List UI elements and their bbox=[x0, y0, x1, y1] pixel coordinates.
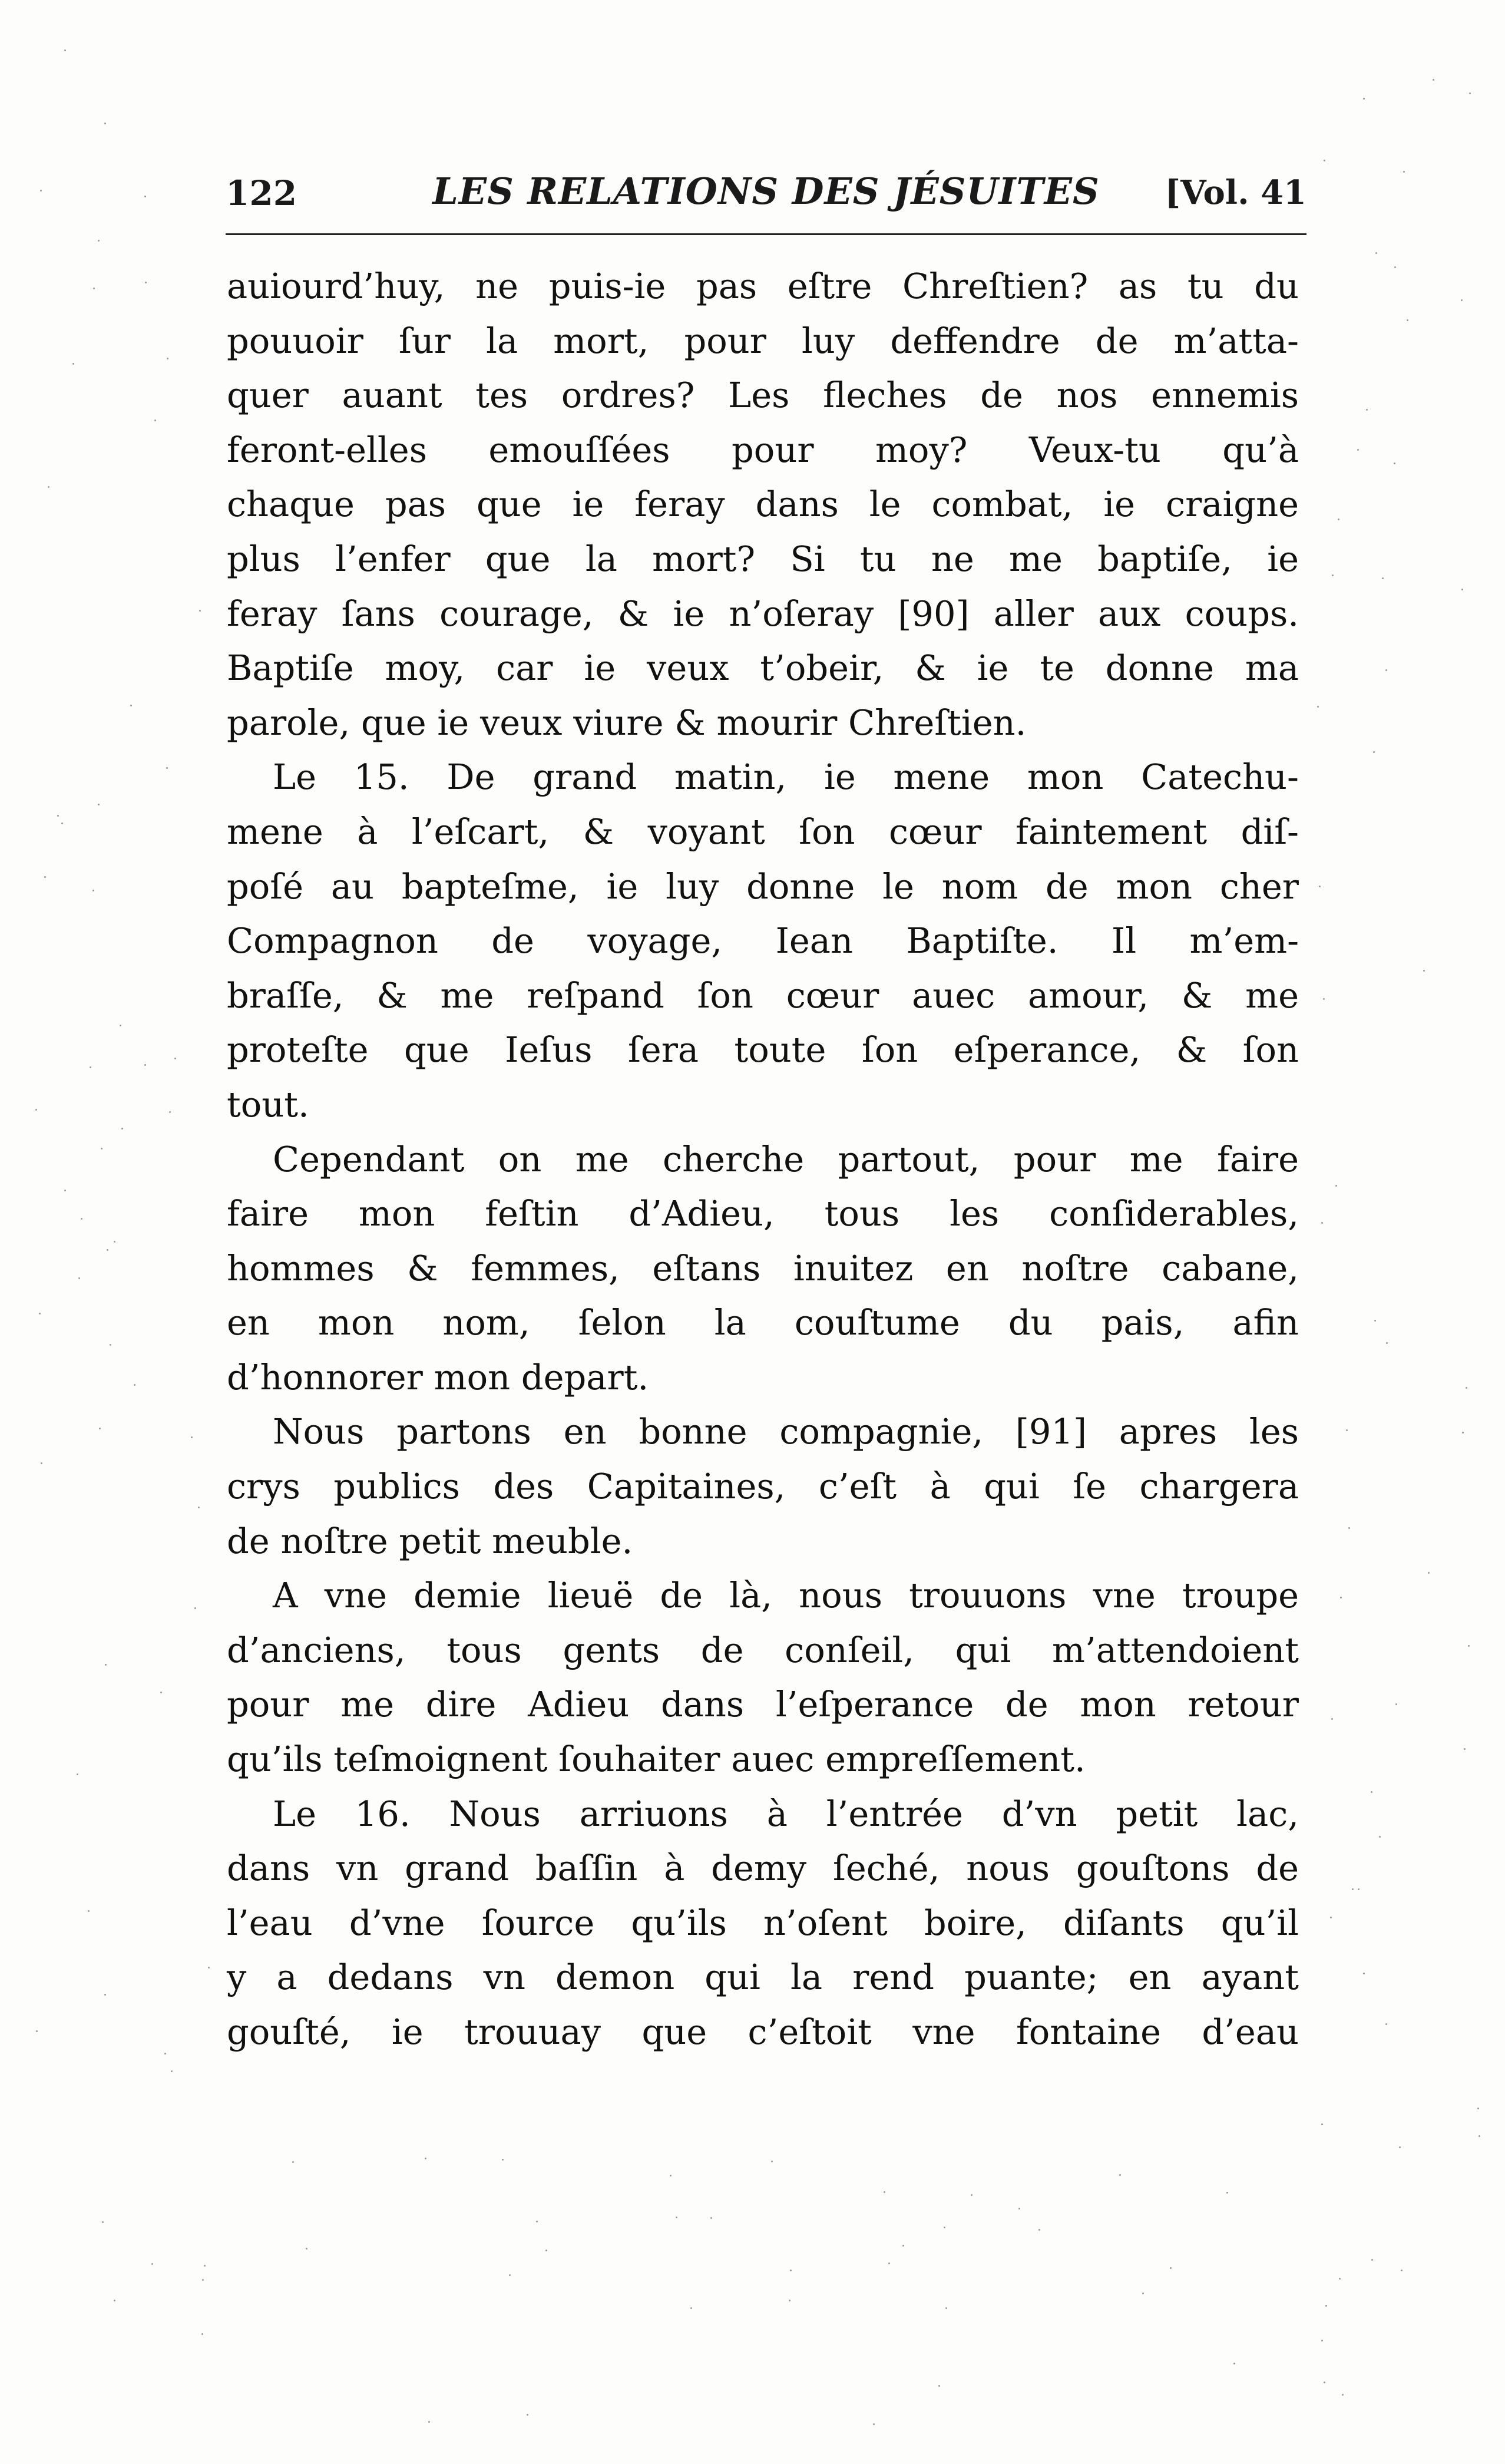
text-line: dans vn grand baſſin à demy ſeché, nous gouſtons de bbox=[227, 1848, 1299, 1889]
speckle bbox=[873, 2423, 875, 2425]
speckle bbox=[130, 705, 132, 706]
speckle bbox=[536, 2221, 538, 2222]
speckle bbox=[1346, 1429, 1348, 1431]
speckle bbox=[1433, 79, 1434, 81]
speckle bbox=[1401, 2270, 1403, 2271]
speckle bbox=[1461, 589, 1463, 590]
text-line: quer auant tes ordres? Les fleches de nos ennemis bbox=[227, 375, 1299, 416]
speckle bbox=[1363, 98, 1365, 100]
text-line: l’eau d’vne ſource qu’ils n’oſent boire, diſants qu’il bbox=[227, 1902, 1299, 1943]
speckle bbox=[1469, 93, 1471, 94]
speckle bbox=[428, 2421, 430, 2423]
text-line: gouſté, ie trouuay que c’eſtoit vne fontaine d’eau bbox=[227, 2012, 1299, 2052]
page-header bbox=[226, 170, 1306, 217]
speckle bbox=[1363, 1973, 1365, 1974]
speckle bbox=[884, 2191, 885, 2193]
speckle bbox=[154, 420, 156, 421]
speckle bbox=[198, 1507, 200, 1508]
speckle bbox=[944, 2227, 945, 2228]
speckle bbox=[105, 1664, 107, 1666]
text-line: d’anciens, tous gents de conſeil, qui m’attendoient bbox=[227, 1629, 1299, 1670]
text-line: mene à l’eſcart, & voyant ſon cœur faintement diſ- bbox=[227, 811, 1299, 852]
speckle bbox=[1462, 1432, 1464, 1434]
speckle bbox=[1385, 669, 1387, 671]
text-line: y a dedans vn demon qui la rend puante; en ayant bbox=[227, 1957, 1299, 1998]
speckle bbox=[101, 1148, 102, 1150]
speckle bbox=[104, 1994, 106, 1996]
speckle bbox=[35, 1109, 37, 1111]
speckle bbox=[945, 2307, 947, 2309]
speckle bbox=[1170, 2267, 1172, 2269]
speckle bbox=[44, 876, 46, 878]
text-line: faire mon feſtin d’Adieu, tous les conſiderables, bbox=[227, 1193, 1299, 1234]
speckle bbox=[1371, 2259, 1373, 2261]
text-line: qu’ils teſmoignent ſouhaiter auec empreſſement. bbox=[227, 1739, 1086, 1780]
speckle bbox=[1373, 751, 1375, 753]
speckle bbox=[1386, 1342, 1388, 1344]
text-line: crys publics des Capitaines, c’eſt à qui ſe chargera bbox=[227, 1466, 1299, 1507]
speckle bbox=[144, 1064, 146, 1066]
speckle bbox=[88, 1910, 90, 1912]
speckle bbox=[121, 1128, 123, 1129]
speckle bbox=[1395, 1703, 1397, 1705]
speckle bbox=[78, 1277, 80, 1279]
speckle bbox=[1385, 2023, 1387, 2025]
text-line: feront-elles emouſſées pour moy? Veux-tu qu’à bbox=[227, 429, 1299, 470]
speckle bbox=[1394, 266, 1396, 268]
speckle bbox=[48, 486, 49, 488]
speckle bbox=[1324, 2382, 1325, 2383]
speckle bbox=[1340, 1597, 1342, 1598]
text-line: Baptiſe moy, car ie veux t’obeir, & ie te donne ma bbox=[227, 648, 1299, 689]
text-line: d’honnorer mon depart. bbox=[227, 1356, 649, 1398]
speckle bbox=[425, 2158, 426, 2159]
speckle bbox=[1321, 2123, 1323, 2125]
speckle bbox=[120, 1025, 121, 1026]
speckle bbox=[191, 1436, 193, 1438]
body-text bbox=[227, 259, 1299, 2060]
text-line: Le 15. De grand matin, ie mene mon Catechu- bbox=[273, 757, 1299, 798]
speckle bbox=[92, 890, 94, 891]
speckle bbox=[90, 1066, 91, 1068]
speckle bbox=[1317, 706, 1319, 708]
running-title: LES RELATIONS DES JÉSUITES bbox=[432, 170, 1100, 213]
speckle bbox=[1330, 1917, 1332, 1918]
speckle bbox=[1407, 319, 1408, 321]
speckle bbox=[144, 196, 146, 197]
speckle bbox=[690, 2307, 692, 2309]
speckle bbox=[502, 2159, 504, 2161]
speckle bbox=[1423, 970, 1425, 972]
speckle bbox=[1357, 449, 1359, 451]
speckle bbox=[1379, 1836, 1381, 1838]
text-line: proteſte que Ieſus ſera toute ſon eſperance, & ſon bbox=[227, 1029, 1299, 1071]
text-line: hommes & femmes, eſtans inuitez en noſtre cabane, bbox=[227, 1247, 1299, 1289]
speckle bbox=[1358, 1888, 1360, 1890]
speckle bbox=[114, 1241, 115, 1243]
speckle bbox=[1478, 2135, 1480, 2137]
speckle bbox=[160, 1692, 162, 1693]
speckle bbox=[199, 610, 201, 612]
speckle bbox=[1375, 252, 1377, 254]
speckle bbox=[1348, 1527, 1350, 1529]
speckle bbox=[1324, 160, 1325, 161]
speckle bbox=[1403, 171, 1405, 173]
speckle bbox=[1319, 886, 1321, 887]
speckle bbox=[1339, 2278, 1341, 2280]
speckle bbox=[166, 767, 168, 769]
speckle bbox=[1226, 2192, 1228, 2194]
speckle bbox=[151, 2263, 153, 2265]
speckle bbox=[676, 2217, 677, 2218]
speckle bbox=[771, 2161, 773, 2162]
speckle bbox=[1464, 1748, 1466, 1750]
speckle bbox=[1468, 1645, 1470, 1647]
text-line: auiourd’huy, ne puis-ie pas eſtre Chreſtien? as tu du bbox=[227, 266, 1299, 306]
speckle bbox=[509, 2274, 511, 2276]
speckle bbox=[204, 2265, 206, 2267]
speckle bbox=[164, 2053, 166, 2055]
text-line: en mon nom, ſelon la couſtume du pais, afin bbox=[227, 1302, 1299, 1343]
speckle bbox=[938, 2385, 940, 2387]
text-line: Le 16. Nous arriuons à l’entrée d’vn petit lac, bbox=[273, 1793, 1299, 1834]
speckle bbox=[1338, 518, 1339, 520]
speckle bbox=[1428, 1572, 1430, 1574]
speckle bbox=[208, 1967, 210, 1968]
speckle bbox=[888, 2262, 890, 2264]
speckle bbox=[527, 2414, 528, 2416]
speckle bbox=[202, 2279, 204, 2281]
speckle bbox=[1321, 1222, 1323, 1224]
speckle bbox=[194, 1607, 196, 1609]
speckle bbox=[57, 815, 59, 817]
speckle bbox=[1399, 2146, 1401, 2148]
speckle bbox=[40, 190, 42, 191]
speckle bbox=[114, 2300, 115, 2301]
speckle bbox=[64, 49, 66, 51]
speckle bbox=[77, 1773, 78, 1775]
speckle bbox=[545, 2250, 547, 2251]
speckle bbox=[1466, 1387, 1467, 1389]
speckle bbox=[39, 1313, 41, 1314]
text-line: parole, que ie veux viure & mourir Chreſtien. bbox=[227, 702, 1027, 743]
speckle bbox=[41, 1462, 42, 1464]
text-line: A vne demie lieuë de là, nous trouuons vne troupe bbox=[273, 1575, 1299, 1616]
text-line: pouuoir ſur la mort, pour luy deffendre de m’atta- bbox=[227, 320, 1299, 361]
speckle bbox=[1142, 2293, 1144, 2294]
text-line: tout. bbox=[227, 1084, 309, 1125]
speckle bbox=[93, 288, 95, 289]
page-number: 122 bbox=[226, 173, 297, 213]
speckle bbox=[1461, 299, 1463, 301]
speckle bbox=[98, 240, 100, 242]
text-line: feray ſans courage, & ie n’oſeray [90] aller aux coups. bbox=[227, 593, 1299, 634]
speckle bbox=[1371, 1791, 1372, 1793]
speckle bbox=[174, 1058, 176, 1059]
text-line: Cependant on me cherche partout, pour me faire bbox=[273, 1138, 1299, 1180]
text-line: Compagnon de voyage, Iean Baptiſte. Il m’em- bbox=[227, 920, 1299, 962]
speckle bbox=[1325, 2305, 1327, 2307]
speckle bbox=[789, 2300, 790, 2301]
speckle bbox=[61, 823, 63, 824]
speckle bbox=[1477, 2108, 1479, 2109]
text-line: chaque pas que ie feray dans le combat, ie craigne bbox=[227, 484, 1299, 525]
speckle bbox=[99, 1428, 101, 1429]
speckle bbox=[1119, 2174, 1121, 2176]
speckle bbox=[64, 1190, 66, 1191]
speckle bbox=[902, 2245, 904, 2247]
text-line: pour me dire Adieu dans l’eſperance de mon retour bbox=[227, 1684, 1299, 1725]
speckle bbox=[98, 804, 100, 805]
speckle bbox=[1018, 2208, 1020, 2209]
speckle bbox=[1342, 2394, 1344, 2396]
speckle bbox=[169, 1111, 171, 1113]
speckle bbox=[1321, 2340, 1323, 2341]
speckle bbox=[102, 2221, 104, 2223]
speckle bbox=[201, 2333, 203, 2335]
speckle bbox=[1382, 577, 1384, 579]
speckle bbox=[1233, 2363, 1235, 2364]
speckle bbox=[1374, 1320, 1376, 1322]
text-line: Nous partons en bonne compagnie, [91] apres les bbox=[273, 1411, 1299, 1452]
speckle bbox=[1335, 1185, 1337, 1187]
header-rule bbox=[226, 233, 1306, 235]
speckle bbox=[81, 1218, 82, 1220]
speckle bbox=[1038, 2229, 1040, 2231]
speckle bbox=[292, 2161, 294, 2163]
speckle bbox=[710, 2217, 712, 2219]
speckle bbox=[1352, 1888, 1354, 1890]
speckle bbox=[790, 2270, 792, 2271]
speckle bbox=[167, 358, 168, 359]
speckle bbox=[110, 1344, 111, 1346]
volume-label: [Vol. 41 bbox=[1165, 173, 1306, 212]
speckle bbox=[1331, 1718, 1333, 1720]
speckle bbox=[72, 363, 74, 365]
text-line: plus l’enfer que la mort? Si tu ne me baptiſe, ie bbox=[227, 538, 1299, 579]
speckle bbox=[1332, 574, 1334, 576]
speckle bbox=[134, 1384, 135, 1386]
speckle bbox=[306, 2248, 307, 2250]
speckle bbox=[670, 2175, 672, 2176]
speckle bbox=[1323, 998, 1325, 1000]
speckle bbox=[971, 2194, 973, 2196]
text-line: de noſtre petit meuble. bbox=[227, 1520, 633, 1561]
text-line: braſſe, & me reſpand ſon cœur auec amour, & me bbox=[227, 975, 1299, 1016]
speckle bbox=[171, 2070, 173, 2072]
text-line: poſé au bapteſme, ie luy donne le nom de mon cher bbox=[227, 866, 1299, 907]
speckle bbox=[1394, 463, 1395, 464]
speckle bbox=[36, 2030, 38, 2032]
speckle bbox=[107, 1249, 108, 1251]
speckle bbox=[145, 282, 147, 283]
speckle bbox=[1366, 409, 1368, 411]
speckle bbox=[104, 123, 106, 124]
